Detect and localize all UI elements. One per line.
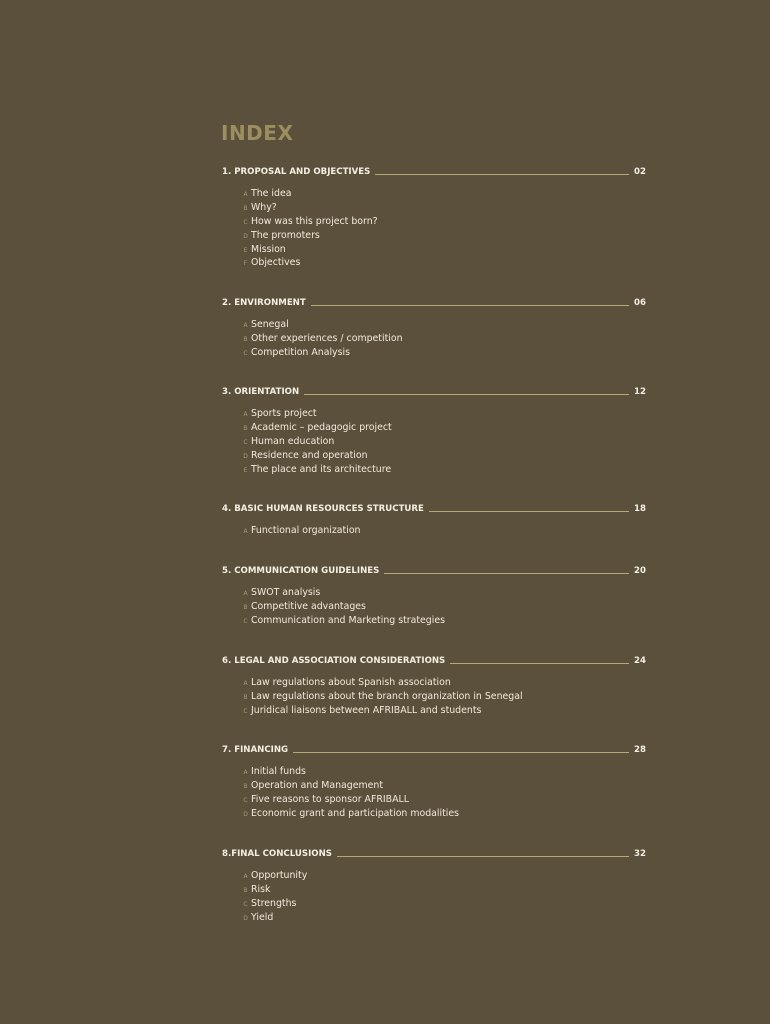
item-letter: A bbox=[243, 680, 248, 687]
item-letter: A bbox=[243, 411, 248, 418]
toc-item[interactable] bbox=[243, 614, 646, 628]
item-text: Competition Analysis bbox=[251, 346, 350, 358]
item-letter: C bbox=[243, 900, 248, 908]
toc-items bbox=[222, 318, 646, 360]
toc-items bbox=[222, 869, 646, 925]
item-letter: E bbox=[243, 466, 248, 474]
toc-section[interactable] bbox=[222, 503, 646, 538]
page-number: 06 bbox=[634, 298, 646, 308]
toc-item[interactable] bbox=[243, 676, 646, 690]
section-heading[interactable] bbox=[222, 503, 646, 515]
section-label: 3. ORIENTATION bbox=[222, 387, 300, 397]
item-text: Five reasons to sponsor AFRIBALL bbox=[251, 793, 409, 805]
toc-item[interactable] bbox=[243, 779, 646, 793]
toc-items bbox=[222, 676, 646, 718]
item-text: SWOT analysis bbox=[251, 587, 321, 598]
toc-section[interactable] bbox=[222, 166, 646, 270]
item-text: Academic – pedagogic project bbox=[251, 421, 392, 433]
leader-line bbox=[375, 174, 629, 175]
item-text: Functional organization bbox=[251, 525, 361, 536]
item-text: Yield bbox=[251, 911, 274, 923]
section-label: 8.FINAL CONCLUSIONS bbox=[222, 849, 332, 859]
item-text: Competitive advantages bbox=[251, 600, 366, 612]
toc-item[interactable] bbox=[243, 201, 646, 215]
page-number: 32 bbox=[634, 849, 646, 859]
toc-item[interactable] bbox=[243, 187, 646, 201]
toc-item[interactable] bbox=[243, 332, 646, 346]
toc-section[interactable] bbox=[222, 744, 646, 821]
toc-item[interactable] bbox=[243, 318, 646, 332]
section-heading[interactable] bbox=[222, 848, 646, 860]
toc-section[interactable] bbox=[222, 386, 646, 476]
item-text: Operation and Management bbox=[251, 779, 384, 791]
leader-line bbox=[384, 573, 629, 574]
section-heading[interactable] bbox=[222, 297, 646, 309]
item-letter: C bbox=[243, 349, 248, 357]
toc-items bbox=[222, 407, 646, 476]
item-text: Juridical liaisons between AFRIBALL and students bbox=[251, 704, 482, 716]
leader-line bbox=[293, 752, 629, 753]
toc-item[interactable] bbox=[243, 690, 646, 704]
toc-item[interactable] bbox=[243, 911, 646, 925]
toc-section[interactable] bbox=[222, 565, 646, 628]
section-heading[interactable] bbox=[222, 565, 646, 577]
item-text: The promoters bbox=[251, 229, 320, 241]
toc-items bbox=[222, 187, 646, 270]
toc-item[interactable] bbox=[243, 765, 646, 779]
toc-items bbox=[222, 524, 646, 538]
page-number: 28 bbox=[634, 745, 646, 755]
leader-line bbox=[311, 305, 629, 306]
toc-item[interactable] bbox=[243, 897, 646, 911]
toc-section[interactable] bbox=[222, 655, 646, 718]
toc-item[interactable] bbox=[243, 435, 646, 449]
item-text: Senegal bbox=[251, 319, 289, 330]
section-label: 7. FINANCING bbox=[222, 745, 289, 755]
item-letter: B bbox=[243, 335, 248, 343]
item-text: Risk bbox=[251, 883, 271, 895]
item-text: The place and its architecture bbox=[251, 463, 392, 475]
item-text: Why? bbox=[251, 201, 277, 213]
toc-item[interactable] bbox=[243, 883, 646, 897]
item-letter: F bbox=[243, 260, 248, 268]
item-letter: B bbox=[243, 886, 248, 894]
toc-item[interactable] bbox=[243, 229, 646, 243]
item-letter: B bbox=[243, 603, 248, 611]
item-letter: C bbox=[243, 218, 248, 226]
item-text: Residence and operation bbox=[251, 449, 368, 461]
item-letter: C bbox=[243, 707, 248, 715]
item-text: Human education bbox=[251, 435, 335, 447]
toc-item[interactable] bbox=[243, 421, 646, 435]
item-letter: B bbox=[243, 782, 248, 790]
section-label: 2. ENVIRONMENT bbox=[222, 298, 306, 308]
item-text: Strengths bbox=[251, 897, 297, 909]
toc-item[interactable] bbox=[243, 407, 646, 421]
item-letter: C bbox=[243, 438, 248, 446]
item-text: The idea bbox=[251, 188, 292, 199]
item-letter: B bbox=[243, 424, 248, 432]
leader-line bbox=[304, 394, 629, 395]
item-letter: A bbox=[243, 590, 248, 597]
item-text: Objectives bbox=[251, 257, 301, 269]
item-letter: A bbox=[243, 191, 248, 198]
page-number: 20 bbox=[634, 566, 646, 576]
item-letter: A bbox=[243, 769, 248, 776]
section-heading[interactable] bbox=[222, 744, 646, 756]
item-letter: D bbox=[243, 232, 248, 240]
page-title: INDEX bbox=[221, 121, 294, 145]
toc-item[interactable] bbox=[243, 243, 646, 257]
toc-item[interactable] bbox=[243, 449, 646, 463]
item-text: Other experiences / competition bbox=[251, 332, 403, 344]
item-text: Mission bbox=[251, 243, 286, 255]
section-label: 5. COMMUNICATION GUIDELINES bbox=[222, 566, 380, 576]
section-label: 1. PROPOSAL AND OBJECTIVES bbox=[222, 167, 371, 177]
item-letter: C bbox=[243, 796, 248, 804]
section-heading[interactable] bbox=[222, 386, 646, 398]
item-letter: B bbox=[243, 693, 248, 701]
item-text: Law regulations about the branch organization in Senegal bbox=[251, 690, 523, 702]
toc-item[interactable] bbox=[243, 793, 646, 807]
toc-item[interactable] bbox=[243, 463, 646, 477]
toc-item[interactable] bbox=[243, 807, 646, 821]
toc-section[interactable] bbox=[222, 848, 646, 925]
page-number: 02 bbox=[634, 167, 646, 177]
item-text: Economic grant and participation modalities bbox=[251, 807, 460, 819]
page-number: 24 bbox=[634, 656, 646, 666]
item-letter: E bbox=[243, 246, 248, 254]
section-label: 6. LEGAL AND ASSOCIATION CONSIDERATIONS bbox=[222, 656, 446, 666]
toc-section[interactable] bbox=[222, 297, 646, 360]
item-letter: A bbox=[243, 873, 248, 880]
toc-item[interactable] bbox=[243, 524, 646, 538]
toc-items bbox=[222, 586, 646, 628]
section-label: 4. BASIC HUMAN RESOURCES STRUCTURE bbox=[222, 504, 424, 514]
section-heading[interactable] bbox=[222, 166, 646, 178]
item-text: Initial funds bbox=[251, 766, 306, 777]
leader-line bbox=[337, 856, 629, 857]
toc-item[interactable] bbox=[243, 256, 646, 270]
section-heading[interactable] bbox=[222, 655, 646, 667]
item-letter: D bbox=[243, 810, 248, 818]
toc-item[interactable] bbox=[243, 704, 646, 718]
item-letter: D bbox=[243, 914, 248, 922]
item-text: Sports project bbox=[251, 408, 317, 419]
item-letter: C bbox=[243, 617, 248, 625]
toc-items bbox=[222, 765, 646, 821]
item-text: Law regulations about Spanish association bbox=[251, 677, 451, 688]
item-letter: A bbox=[243, 322, 248, 329]
toc-item[interactable] bbox=[243, 215, 646, 229]
toc-item[interactable] bbox=[243, 600, 646, 614]
item-letter: D bbox=[243, 452, 248, 460]
item-text: How was this project born? bbox=[251, 215, 378, 227]
item-letter: A bbox=[243, 528, 248, 535]
page-number: 12 bbox=[634, 387, 646, 397]
leader-line bbox=[429, 511, 629, 512]
page-number: 18 bbox=[634, 504, 646, 514]
toc-item[interactable] bbox=[243, 586, 646, 600]
item-text: Communication and Marketing strategies bbox=[251, 614, 446, 626]
toc-item[interactable] bbox=[243, 869, 646, 883]
item-text: Opportunity bbox=[251, 870, 308, 881]
item-letter: B bbox=[243, 204, 248, 212]
leader-line bbox=[450, 663, 629, 664]
toc-item[interactable] bbox=[243, 346, 646, 360]
